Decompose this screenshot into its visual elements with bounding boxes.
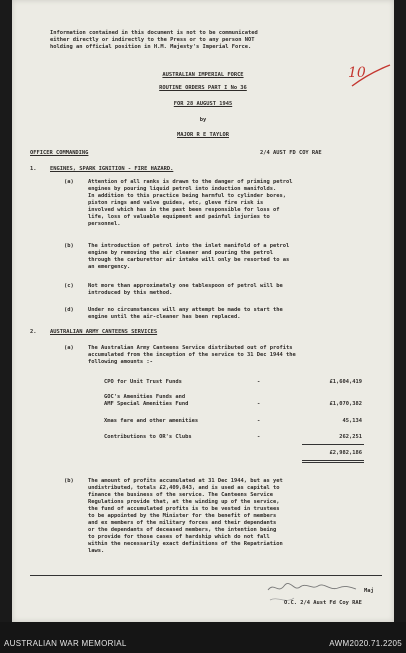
item-line: personnel. xyxy=(88,221,121,227)
item-line: laws. xyxy=(88,548,105,554)
section-number: 2. xyxy=(30,329,37,335)
item-line: introduced by this method. xyxy=(88,290,173,296)
item-line: through the carburettor air intake will only be resorted to as xyxy=(88,257,290,263)
item-line: accumulated from the inception of the service to 31 Dec 1944 the xyxy=(88,352,296,358)
amount-value: 45,134 xyxy=(342,418,362,424)
unit-label: 2/4 AUST FD COY RAE xyxy=(260,150,322,156)
amount-value: 262,251 xyxy=(339,434,362,440)
margin-folio-number: 10 xyxy=(348,65,366,81)
notice-line: holding an official position in H.M. Majesty's Imperial Force. xyxy=(50,44,252,50)
archive-footer xyxy=(0,622,406,653)
item-line: Regulations provide that, at the winding up of the service, xyxy=(88,499,280,505)
orders-by: by xyxy=(199,117,207,123)
amount-value: £1,070,382 xyxy=(329,401,362,407)
item-line: piston rings and valve guides, etc, gleve fire risk is xyxy=(88,200,264,206)
item-line: or the dependants of deceased members, the intention being xyxy=(88,527,277,533)
item-line: an emergency. xyxy=(88,264,131,270)
item-line: engine by removing the air cleaner and pouring the petrol xyxy=(88,250,273,256)
total-amount: £2,982,186 xyxy=(329,450,362,456)
item-line: undistributed, totals £2,409,843, and is used as capital to xyxy=(88,485,280,491)
section-title: ENGINES, SPARK IGNITION - FIRE HAZARD. xyxy=(50,166,174,172)
item-line: engine until the air-cleaner has been replaced. xyxy=(88,314,241,320)
item-line: The Australian Army Canteens Service distributed out of profits xyxy=(88,345,293,351)
amount-dash: - xyxy=(257,434,261,440)
item-label: (d) xyxy=(64,307,74,313)
item-line: within the necessarily exact definitions of the Repatriation xyxy=(88,541,283,547)
item-label: (a) xyxy=(64,179,74,185)
total-double-rule xyxy=(302,462,364,463)
item-line: following amounts :- xyxy=(88,359,153,365)
item-label: (b) xyxy=(64,243,74,249)
force-heading: AUSTRALIAN IMPERIAL FORCE xyxy=(162,72,244,78)
amount-description: AMF Special Amenities Fund xyxy=(104,401,189,407)
total-rule xyxy=(302,444,364,445)
amount-description: CPO for Unit Trust Funds xyxy=(104,379,182,385)
orders-date: FOR 28 AUGUST 1945 xyxy=(173,101,233,107)
signature-rank: Maj xyxy=(364,588,374,594)
item-line: and ex members of the military forces and their dependants xyxy=(88,520,277,526)
item-label: (c) xyxy=(64,283,74,289)
section-number: 1. xyxy=(30,166,37,172)
section-title: AUSTRALIAN ARMY CANTEENS SERVICES xyxy=(50,329,158,335)
item-line: life, loss of valuable equipment and painful injuries to xyxy=(88,214,270,220)
item-line: In addition to this practice being harmful to cylinder bores, xyxy=(88,193,286,199)
signature-title: O.C. 2/4 Aust Fd Coy RAE xyxy=(284,600,362,606)
item-line: Under no circumstances will any attempt be made to start the xyxy=(88,307,283,313)
item-line: engines by pouring liquid petrol into induction manifolds. xyxy=(88,186,277,192)
amount-dash: - xyxy=(257,379,261,385)
item-label: (a) xyxy=(64,345,74,351)
amount-dash: - xyxy=(257,418,261,424)
closing-rule xyxy=(30,575,382,576)
archive-reference: AWM2020.71.2205 xyxy=(329,639,402,648)
orders-heading: ROUTINE ORDERS PART I No 36 xyxy=(159,85,247,91)
notice-line: Information contained in this document is not to be communicated xyxy=(50,30,258,36)
amount-dash: - xyxy=(257,401,261,407)
amount-description: Contributions to OR's Clubs xyxy=(104,434,192,440)
item-line: to provide for those cases of hardship which do not fall xyxy=(88,534,270,540)
total-rule xyxy=(302,460,364,461)
document-page xyxy=(12,0,394,622)
officer-name: MAJOR R E TAYLOR xyxy=(177,132,229,138)
item-line: Not more than approximately one tablespoon of petrol will be xyxy=(88,283,283,289)
notice-line: either directly or indirectly to the Press or to any person NOT xyxy=(50,37,255,43)
item-line: to be appointed by the Minister for the benefit of members xyxy=(88,513,277,519)
item-line: the fund of accumulated profits is to be vested in trustees xyxy=(88,506,280,512)
item-line: finance the business of the service. The Canteens Service xyxy=(88,492,273,498)
amount-value: £1,604,419 xyxy=(329,379,362,385)
amount-description: Xmas fare and other amenities xyxy=(104,418,199,424)
item-line: Attention of all ranks is drawn to the danger of priming petrol xyxy=(88,179,293,185)
item-label: (b) xyxy=(64,478,74,484)
item-line: involved which has in the past been responsible for loss of xyxy=(88,207,280,213)
amount-description: GOC's Amenities Funds and xyxy=(104,394,186,400)
officer-commanding-label: OFFICER COMMANDING xyxy=(30,150,89,156)
item-line: The amount of profits accumulated at 31 Dec 1944, but as yet xyxy=(88,478,283,484)
archive-name: AUSTRALIAN WAR MEMORIAL xyxy=(4,639,127,648)
item-line: The introduction of petrol into the inlet manifold of a petrol xyxy=(88,243,290,249)
